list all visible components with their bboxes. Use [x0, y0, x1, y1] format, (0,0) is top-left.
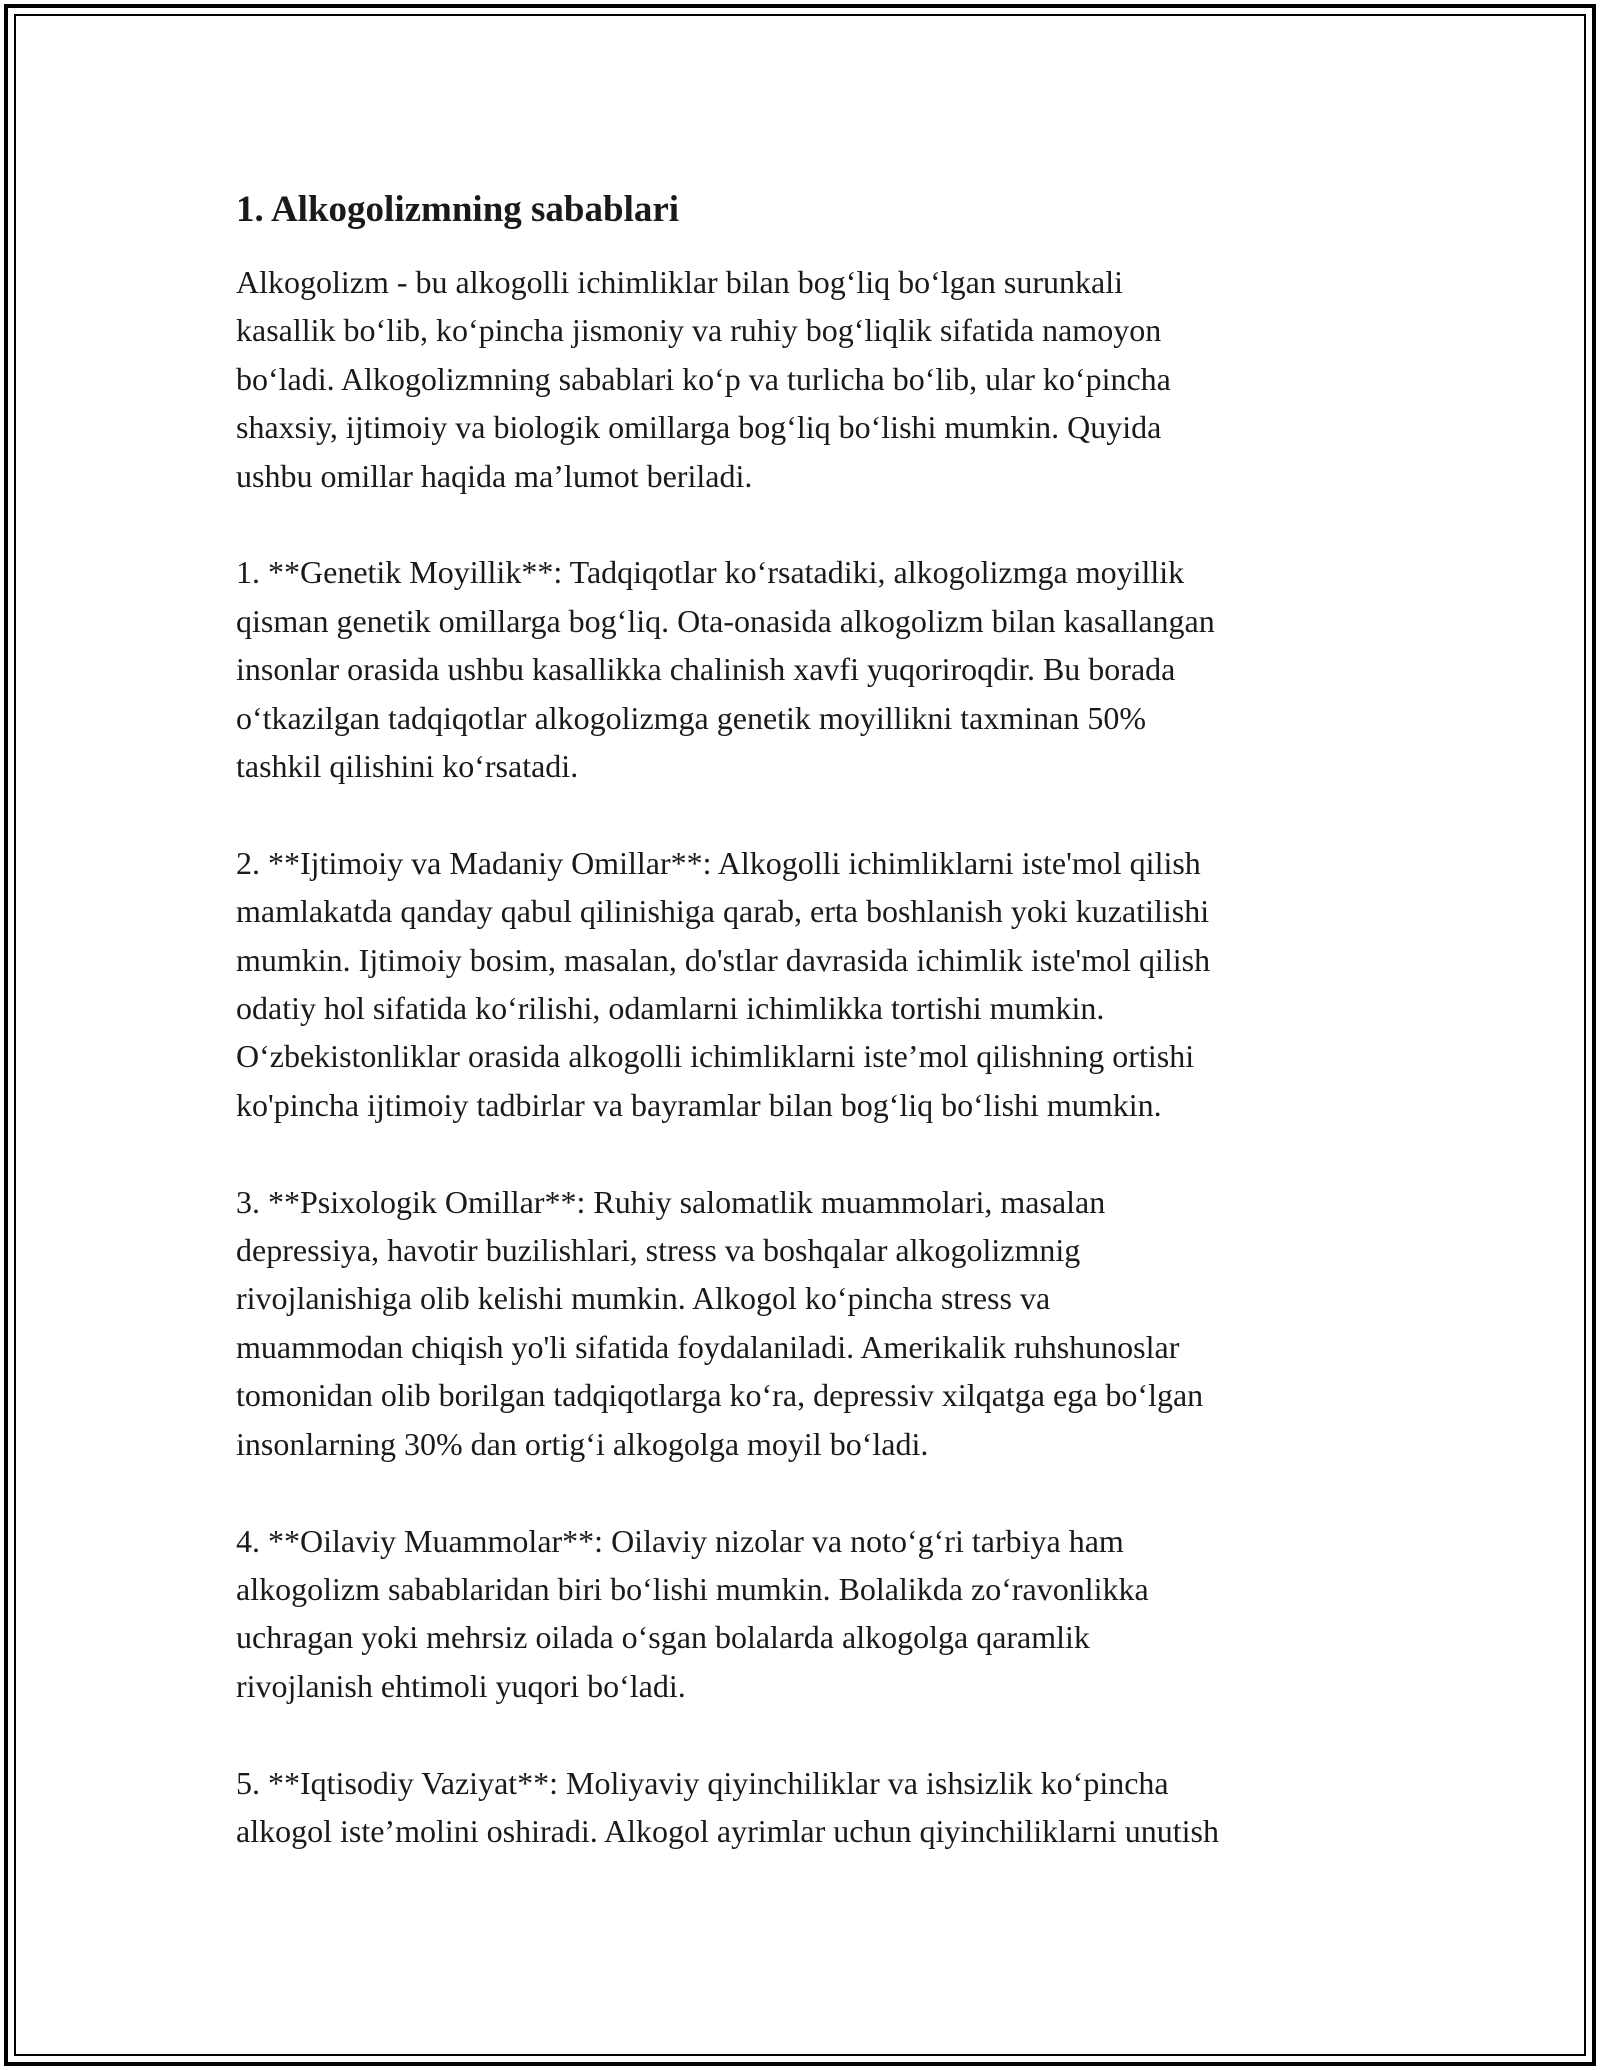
text-line: o‘tkazilgan tadqiqotlar alkogolizmga genetik moyillikni taxminan 50%: [236, 699, 1146, 736]
text-line: ko'pincha ijtimoiy tadbirlar va bayramlar bilan bog‘liq bo‘lishi mumkin.: [236, 1086, 1162, 1123]
text-line: uchragan yoki mehrsiz oilada o‘sgan bolalarda alkogolga qaramlik: [236, 1619, 1090, 1656]
text-line: odatiy hol sifatida ko‘rilishi, odamlarni ichimlikka tortishi mumkin.: [236, 990, 1105, 1027]
text-line: tashkil qilishini ko‘rsatadi.: [236, 748, 579, 785]
text-line: depressiya, havotir buzilishlari, stress va boshqalar alkogolizmnig: [236, 1232, 1081, 1269]
text-line: alkogolizm sabablaridan biri bo‘lishi mumkin. Bolalikda zo‘ravonlikka: [236, 1570, 1149, 1607]
section-heading: 1. Alkogolizmning sabablari: [236, 189, 680, 230]
intro-paragraph: [236, 258, 1396, 500]
social-factors-paragraph: [236, 839, 1396, 1129]
text-line: 4. **Oilaviy Muammolar**: Oilaviy nizolar va noto‘g‘ri tarbiya ham: [236, 1522, 1124, 1559]
text-line: O‘zbekistonliklar orasida alkogolli ichimliklarni iste’mol qilishning ortishi: [236, 1038, 1195, 1075]
text-line: Alkogolizm - bu alkogolli ichimliklar bilan bog‘liq bo‘lgan surunkali: [236, 264, 1123, 300]
text-line: insonlarning 30% dan ortig‘i alkogolga moyil bo‘ladi.: [236, 1425, 929, 1462]
genetic-factors-paragraph: [236, 548, 1396, 790]
text-line: 2. **Ijtimoiy va Madaniy Omillar**: Alkogolli ichimliklarni iste'mol qilish: [236, 844, 1201, 881]
text-line: bo‘ladi. Alkogolizmning sabablari ko‘p va turlicha bo‘lib, ular ko‘pincha: [236, 360, 1171, 397]
text-line: mumkin. Ijtimoiy bosim, masalan, do'stlar davrasida ichimlik iste'mol qilish: [236, 941, 1211, 978]
economic-factors-paragraph: [236, 1759, 1396, 1856]
psychological-factors-paragraph: [236, 1178, 1396, 1468]
text-line: muammodan chiqish yo'li sifatida foydalaniladi. Amerikalik ruhshunoslar: [236, 1328, 1180, 1365]
text-line: qisman genetik omillarga bog‘liq. Ota-onasida alkogolizm bilan kasallangan: [236, 602, 1215, 639]
text-line: insonlar orasida ushbu kasallikka chalinish xavfi yuqoriroqdir. Bu borada: [236, 651, 1176, 688]
text-line: ushbu omillar haqida ma’lumot beriladi.: [236, 457, 753, 494]
text-line: rivojlanish ehtimoli yuqori bo‘ladi.: [236, 1667, 686, 1704]
text-line: mamlakatda qanday qabul qilinishiga qarab, erta boshlanish yoki kuzatilishi: [236, 893, 1210, 930]
text-line: alkogol iste’molini oshiradi. Alkogol ayrimlar uchun qiyinchiliklarni unutish: [236, 1812, 1219, 1849]
text-line: shaxsiy, ijtimoiy va biologik omillarga bog‘liq bo‘lishi mumkin. Quyida: [236, 409, 1162, 446]
text-line: kasallik bo‘lib, ko‘pincha jismoniy va ruhiy bog‘liqlik sifatida namoyon: [236, 312, 1162, 349]
text-line: 5. **Iqtisodiy Vaziyat**: Moliyaviy qiyinchiliklar va ishsizlik ko‘pincha: [236, 1764, 1169, 1801]
family-factors-paragraph: [236, 1517, 1396, 1711]
text-line: rivojlanishiga olib kelishi mumkin. Alkogol ko‘pincha stress va: [236, 1280, 1051, 1317]
text-line: 3. **Psixologik Omillar**: Ruhiy salomatlik muammolari, masalan: [236, 1183, 1106, 1220]
document-body: [236, 186, 1396, 1904]
text-line: tomonidan olib borilgan tadqiqotlarga ko‘ra, depressiv xilqatga ega bo‘lgan: [236, 1377, 1204, 1414]
text-line: 1. **Genetik Moyillik**: Tadqiqotlar ko‘rsatadiki, alkogolizmga moyillik: [236, 554, 1185, 591]
